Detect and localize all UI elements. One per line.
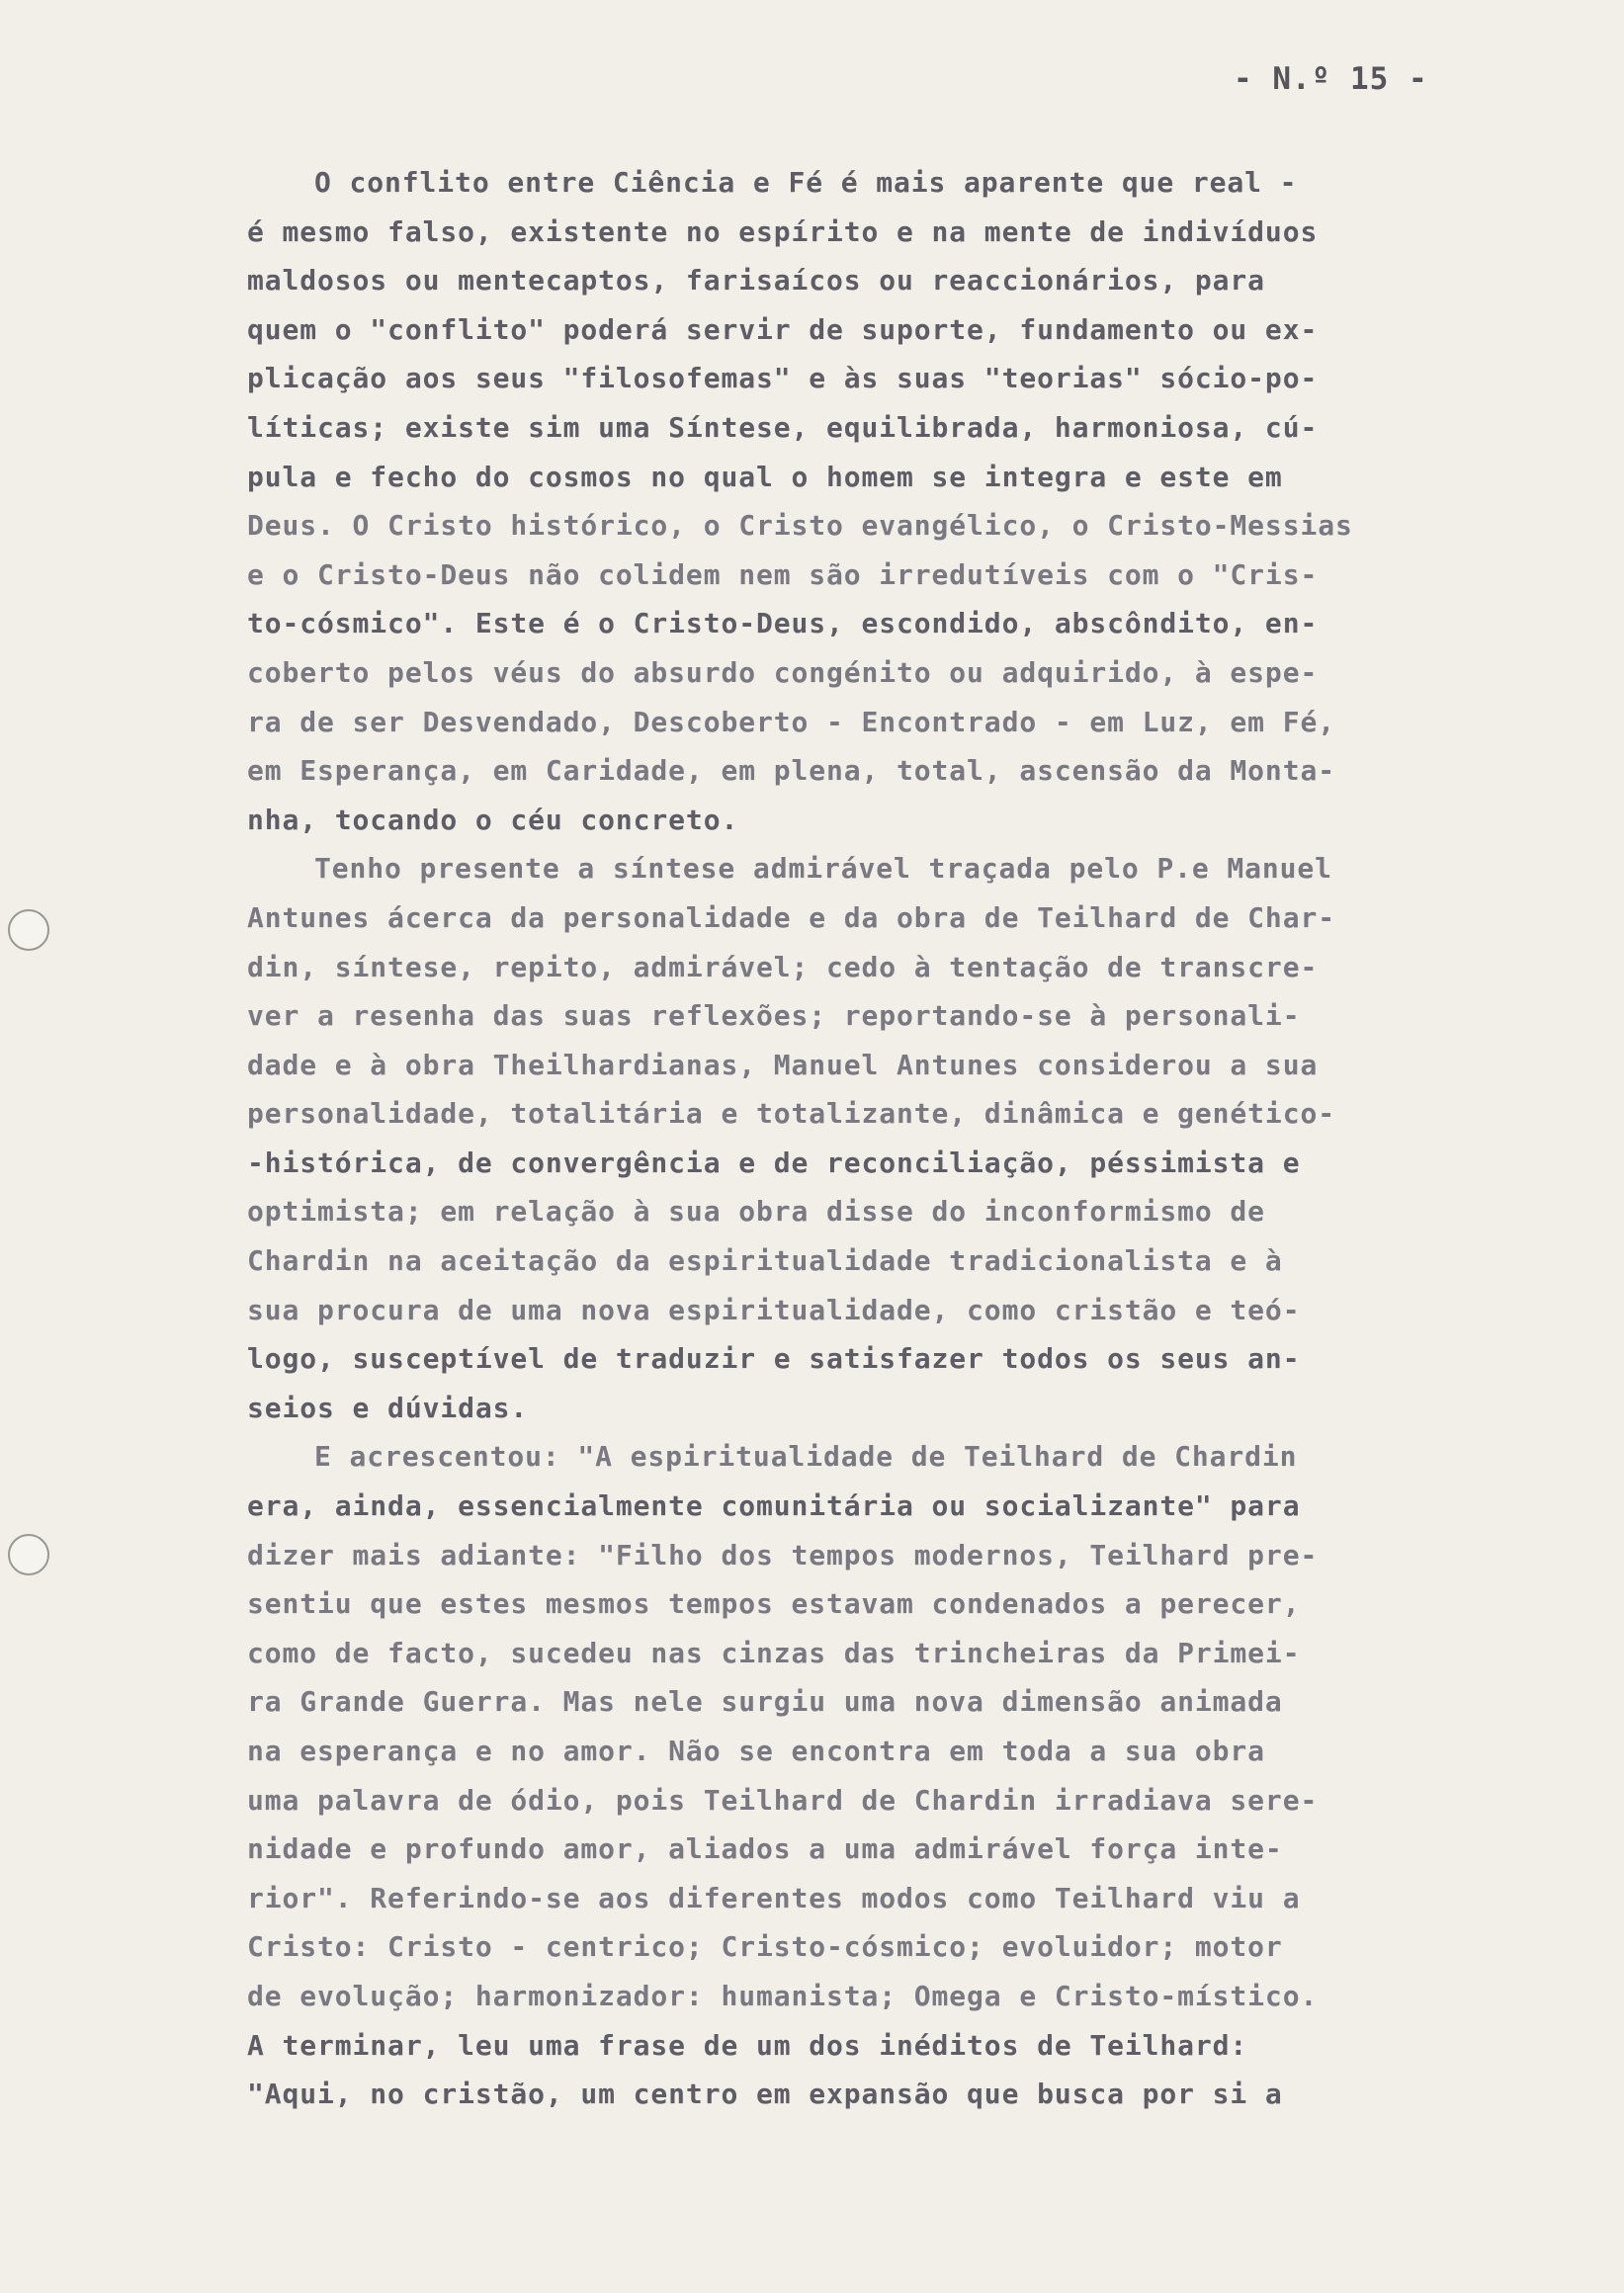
- text-line: O conflito entre Ciência e Fé é mais aparente que real -: [314, 166, 1298, 199]
- text-line: nha, tocando o céu concreto.: [247, 803, 739, 836]
- text-line: plicação aos seus "filosofemas" e às suas "teorias" sócio-po-: [247, 362, 1319, 395]
- text-line: rior". Referindo-se aos diferentes modos como Teilhard viu a: [247, 1881, 1301, 1914]
- text-line: Cristo: Cristo - centrico; Cristo-cósmico; evoluidor; motor: [247, 1930, 1283, 1964]
- text-line: dizer mais adiante: "Filho dos tempos modernos, Teilhard pre-: [247, 1538, 1319, 1571]
- text-line: em Esperança, em Caridade, em plena, total, ascensão da Monta-: [247, 754, 1335, 788]
- text-line: "Aqui, no cristão, um centro em expansão que busca por si a: [247, 2078, 1283, 2111]
- text-line: A terminar, leu uma frase de um dos inéditos de Teilhard:: [247, 2028, 1248, 2062]
- text-line: Tenho presente a síntese admirável traçada pelo P.e Manuel: [314, 852, 1332, 886]
- text-line: ra Grande Guerra. Mas nele surgiu uma nova dimensão animada: [247, 1685, 1283, 1719]
- text-line: líticas; existe sim uma Síntese, equilibrada, harmoniosa, cú-: [247, 410, 1319, 444]
- text-line: to-cósmico". Este é o Cristo-Deus, escondido, abscôndito, en-: [247, 607, 1319, 640]
- text-line: Deus. O Cristo histórico, o Cristo evangélico, o Cristo-Messias: [247, 509, 1353, 543]
- text-line: maldosos ou mentecaptos, farisaícos ou reaccionários, para: [247, 264, 1265, 297]
- text-line: Antunes ácerca da personalidade e da obra de Teilhard de Char-: [247, 900, 1335, 934]
- text-line: din, síntese, repito, admirável; cedo à tentação de transcre-: [247, 950, 1319, 983]
- text-line: uma palavra de ódio, pois Teilhard de Chardin irradiava sere-: [247, 1783, 1319, 1817]
- text-line: sua procura de uma nova espiritualidade, como cristão e teó-: [247, 1293, 1301, 1326]
- text-line: -histórica, de convergência e de reconciliação, péssimista e: [247, 1146, 1301, 1179]
- punch-hole-lower: [8, 1534, 49, 1575]
- text-line: quem o "conflito" poderá servir de suporte, fundamento ou ex-: [247, 312, 1319, 346]
- body-text: [247, 158, 1512, 2119]
- text-line: é mesmo falso, existente no espírito e na mente de indivíduos: [247, 214, 1319, 248]
- text-line: como de facto, sucedeu nas cinzas das trincheiras da Primei-: [247, 1636, 1301, 1669]
- text-line: logo, susceptível de traduzir e satisfazer todos os seus an-: [247, 1342, 1301, 1376]
- text-line: ra de ser Desvendado, Descoberto - Encontrado - em Luz, em Fé,: [247, 705, 1335, 738]
- text-line: ver a resenha das suas reflexões; reportando-se à personali-: [247, 999, 1301, 1033]
- text-line: seios e dúvidas.: [247, 1391, 529, 1424]
- punch-hole-upper: [8, 909, 49, 951]
- text-line: nidade e profundo amor, aliados a uma admirável força inte-: [247, 1832, 1283, 1866]
- text-line: dade e à obra Theilhardianas, Manuel Antunes considerou a sua: [247, 1048, 1319, 1081]
- text-line: E acrescentou: "A espiritualidade de Teilhard de Chardin: [314, 1440, 1298, 1474]
- text-line: e o Cristo-Deus não colidem nem são irredutíveis com o "Cris-: [247, 557, 1319, 591]
- text-line: sentiu que estes mesmos tempos estavam condenados a perecer,: [247, 1587, 1301, 1621]
- text-line: era, ainda, essencialmente comunitária ou socializante" para: [247, 1489, 1301, 1523]
- text-line: pula e fecho do cosmos no qual o homem se integra e este em: [247, 460, 1283, 493]
- text-line: na esperança e no amor. Não se encontra em toda a sua obra: [247, 1735, 1265, 1767]
- text-line: Chardin na aceitação da espiritualidade tradicionalista e à: [247, 1244, 1283, 1278]
- text-line: personalidade, totalitária e totalizante, dinâmica e genético-: [247, 1097, 1335, 1131]
- text-line: optimista; em relação à sua obra disse do inconformismo de: [247, 1195, 1265, 1229]
- page-number: - N.º 15 -: [1234, 61, 1428, 97]
- text-line: coberto pelos véus do absurdo congénito ou adquirido, à espe-: [247, 655, 1319, 689]
- text-line: de evolução; harmonizador: humanista; Omega e Cristo-místico.: [247, 1979, 1319, 2012]
